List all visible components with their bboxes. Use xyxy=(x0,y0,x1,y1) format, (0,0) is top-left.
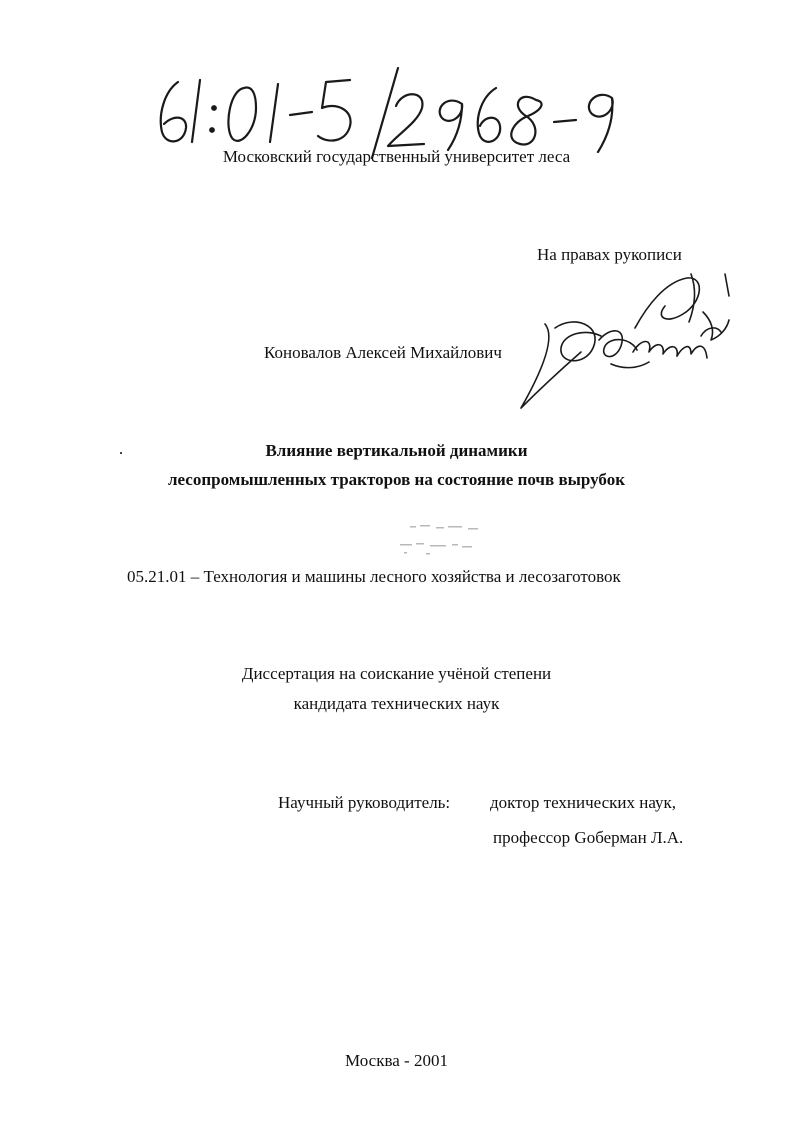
thesis-title-line2: лесопромышленных тракторов на состояние почв вырубок xyxy=(168,470,625,489)
author-signature xyxy=(515,266,745,416)
manuscript-rights-note: На правах рукописи xyxy=(537,245,682,264)
author-name: Коновалов Алексей Михайлович xyxy=(264,343,502,362)
supervisor-degree: доктор технических наук, xyxy=(490,793,677,812)
city-year: Москва - 2001 xyxy=(345,1051,448,1070)
university-name: Московский государственный университет леса xyxy=(222,147,571,166)
supervisor-label: Научный руководитель: xyxy=(278,793,451,812)
thesis-title-line1: Влияние вертикальной динамики xyxy=(265,441,528,460)
dissertation-type-line2: кандидата технических наук xyxy=(293,694,500,713)
handwritten-archive-code xyxy=(150,60,630,160)
specialty-code: 05.21.01 – Технология и машины лесного хозяйства и лесозаготовок xyxy=(127,567,621,586)
supervisor-name: профессор Goберман Л.А. xyxy=(493,828,684,847)
scan-noise xyxy=(396,522,506,558)
dissertation-type-line1: Диссертация на соискание учёной степени xyxy=(241,664,552,683)
